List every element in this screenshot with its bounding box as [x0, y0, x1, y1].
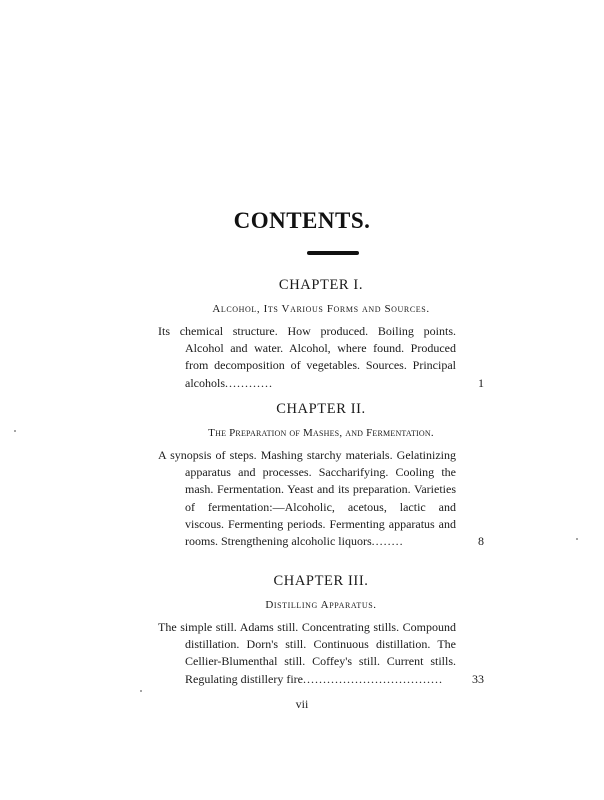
chapter-heading: CHAPTER II.: [276, 401, 366, 417]
scan-speck: [14, 430, 16, 432]
chapter-entry-2: [158, 400, 484, 550]
dot-leader: ...................................: [302, 671, 443, 686]
scan-speck: [140, 690, 142, 692]
chapter-subtitle: Alcohol, Its Various Forms and Sources.: [212, 303, 430, 315]
page-folio: vii: [295, 697, 309, 711]
chapter-heading: CHAPTER III.: [273, 573, 369, 589]
page-number: 33: [472, 671, 484, 686]
scan-speck: [576, 538, 578, 540]
page-number: 8: [478, 534, 484, 549]
chapter-subtitle: The Preparation of Mashes, and Fermentation.: [208, 427, 434, 439]
chapter-entry-3: [158, 572, 484, 688]
dot-leader: ............: [225, 375, 273, 390]
title-rule: [307, 251, 359, 255]
chapter-subtitle: Distilling Apparatus.: [265, 599, 377, 611]
chapter-entry-1: [158, 276, 484, 392]
page-number: 1: [478, 375, 484, 390]
chapter-summary: [158, 619, 484, 688]
dot-leader: ........: [371, 534, 404, 549]
chapter-summary: [158, 447, 484, 550]
chapter-summary-text: A synopsis of steps. Mashing starchy materials. Gelatinizing apparatus and processes. Saccharifying. Cooling the mash. Fermentation. Yeast and its preparation. Varieties of fermentation:—Alcoholic, acetous, lactic and viscous. Fermenting periods. Fermenting apparatus and rooms. Strengthening alcoholic liquors: [158, 448, 456, 549]
chapter-summary-text: Its chemical structure. How produced. Boiling points. Alcohol and water. Alcohol, where found. Produced from decomposition of vegetables. Sources. Principal alcohols: [158, 324, 456, 390]
chapter-summary: [158, 323, 484, 392]
chapter-heading: CHAPTER I.: [278, 277, 364, 293]
chapter-summary-text: The simple still. Adams still. Concentrating stills. Compound distillation. Dorn's still. Continuous distillation. The Cellier-Blumenthal still. Coffey's still. Current stills. Regulating distillery fire: [158, 620, 456, 686]
page-title: CONTENTS.: [233, 208, 371, 233]
